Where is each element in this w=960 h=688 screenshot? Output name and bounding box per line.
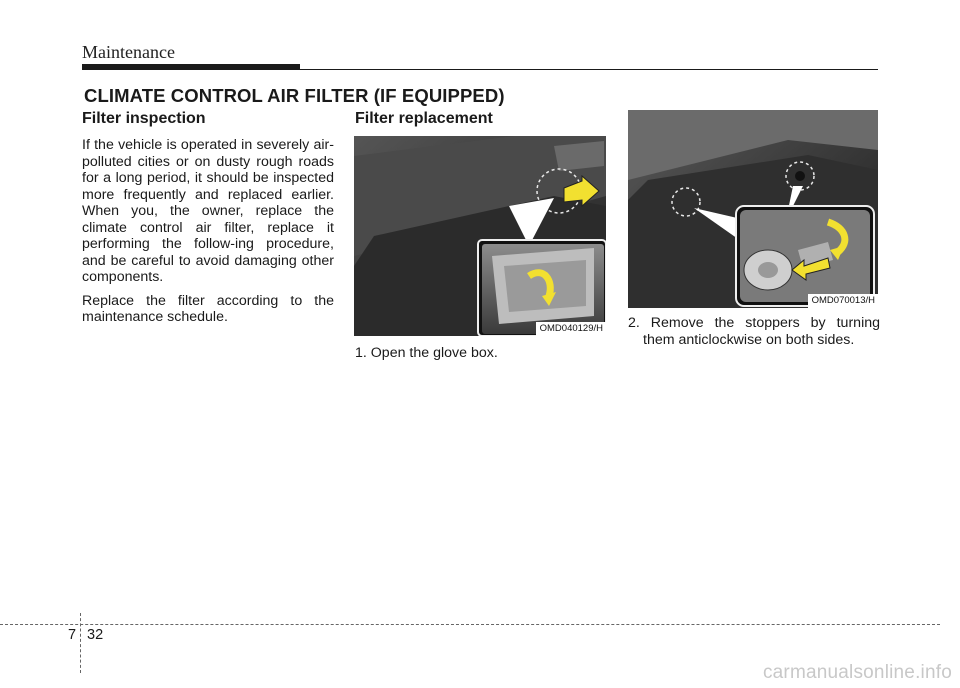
replacement-heading: Filter replacement [355,110,493,127]
step-2 [628,315,880,349]
step-2-line-1: 2. Remove the stoppers by turning [628,315,880,331]
footer-rule [0,624,940,625]
glove-box-illustration [354,136,606,336]
stopper-illustration [628,110,878,308]
figure-2-code: OMD070013/H [808,294,878,308]
footer-divider [80,613,81,673]
page-title: CLIMATE CONTROL AIR FILTER (IF EQUIPPED) [84,85,505,106]
step-1: 1. Open the glove box. [355,345,498,361]
figure-1-code: OMD040129/H [536,322,606,336]
step-2-line-2: them anticlockwise on both sides. [643,332,855,348]
inspection-paragraph-1: If the vehicle is operated in severely air-polluted cities or on dusty rough roads for a long period, it should be inspected more frequently and replaced earlier. When you, the owner, replace the climate control air filter, replace it performing the follow-ing procedure, and be careful to avoid damaging other components. [82,137,334,285]
header-section-title: Maintenance [82,42,175,62]
inspection-body [82,137,334,333]
stopper-photo [628,110,878,308]
page-number: 32 [87,627,104,643]
watermark: carmanualsonline.info [762,662,952,683]
inspection-heading: Filter inspection [82,110,206,127]
chapter-number: 7 [68,627,77,643]
glove-box-photo [354,136,606,336]
header-rule-thick [82,64,300,70]
header-rule-thin [300,69,878,70]
inspection-paragraph-2: Replace the filter according to the maintenance schedule. [82,292,334,325]
